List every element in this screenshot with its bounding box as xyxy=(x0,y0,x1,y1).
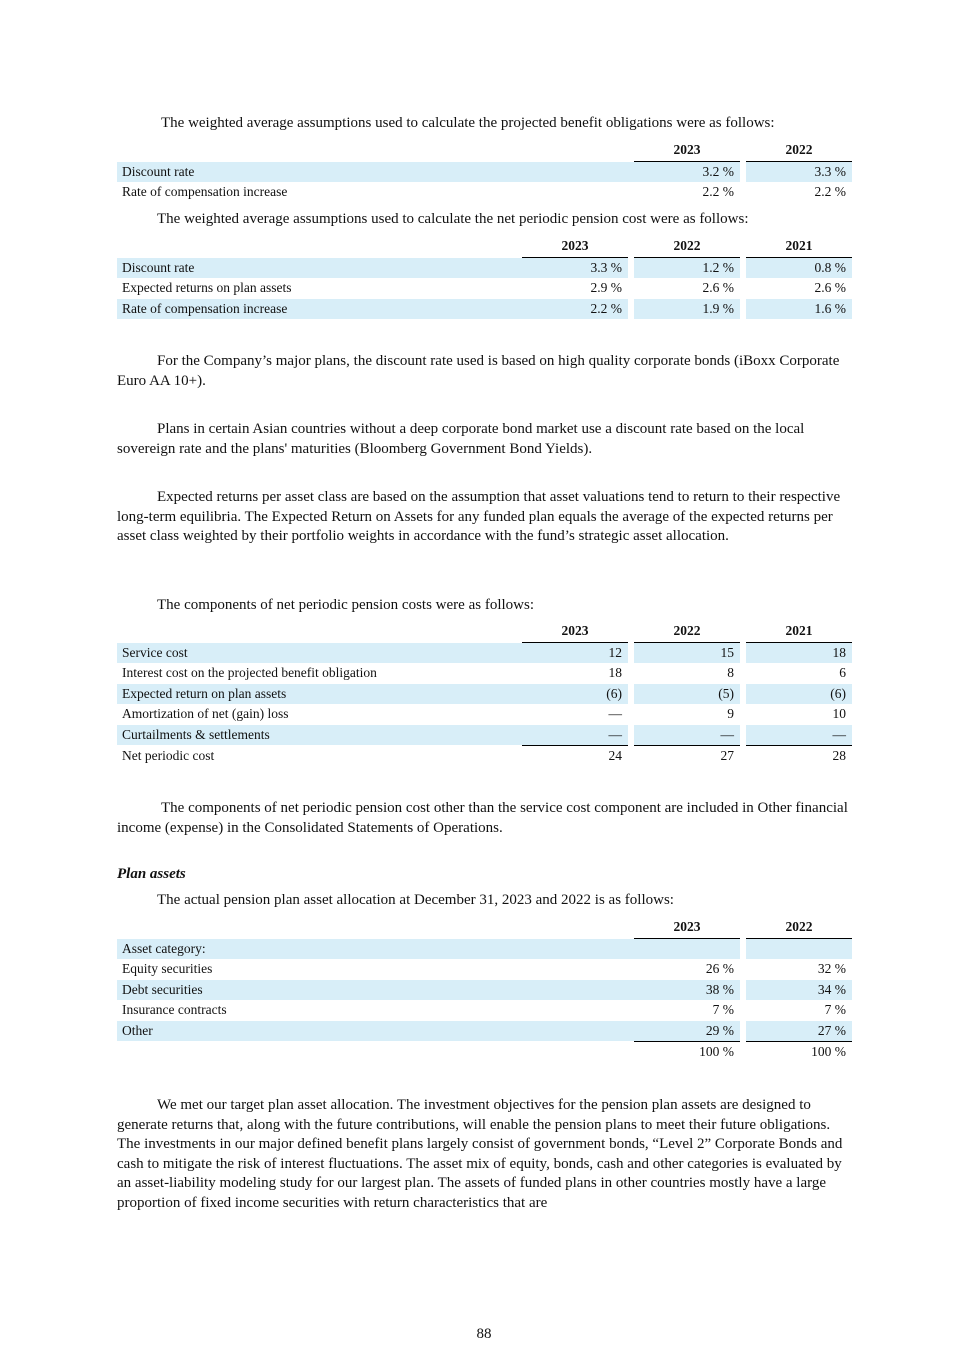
asian-plans-paragraph: Plans in certain Asian countries without a deep corporate bond market use a discount rate based on the local sovereign rate and the plans' maturities (Bloomberg Government Bond Yields). xyxy=(117,421,805,457)
row-value: 29 % xyxy=(634,1021,740,1042)
row-value: 2.6 % xyxy=(702,280,734,296)
row-value: 2.9 % xyxy=(590,280,622,296)
npc-year-2023: 2023 xyxy=(522,236,628,258)
row-value: 26 % xyxy=(705,961,734,977)
npc-intro: The weighted average assumptions used to calculate the net periodic pension cost were as follows: xyxy=(157,211,749,227)
npc-assumptions-table xyxy=(117,236,852,319)
pbo-assumptions-table xyxy=(117,140,852,203)
row-value: — xyxy=(634,725,740,746)
row-value: 3.2 % xyxy=(634,162,740,183)
table-row xyxy=(117,643,852,664)
total-value: 100 % xyxy=(746,1041,852,1063)
row-value: 6 xyxy=(839,665,846,681)
row-value: — xyxy=(608,706,622,722)
row-value: 7 % xyxy=(712,1002,734,1018)
table-row xyxy=(117,704,852,725)
row-value: 18 xyxy=(608,665,622,681)
total-value: 100 % xyxy=(634,1041,740,1063)
row-value: 34 % xyxy=(746,980,852,1001)
row-label: Rate of compensation increase xyxy=(122,184,288,200)
row-value: 8 xyxy=(727,665,734,681)
table-row xyxy=(117,663,852,684)
row-value: 3.3 % xyxy=(522,258,628,279)
table-row xyxy=(117,278,852,299)
row-value: 12 xyxy=(522,643,628,664)
components-intro: The components of net periodic pension costs were as follows: xyxy=(157,597,534,613)
total-value: 24 xyxy=(522,745,628,767)
table-row xyxy=(117,182,852,203)
row-value: 9 xyxy=(727,706,734,722)
page-number: 88 xyxy=(476,1326,492,1342)
row-value: 38 % xyxy=(634,980,740,1001)
row-value: 3.3 % xyxy=(746,162,852,183)
table-row xyxy=(117,959,852,980)
table-row xyxy=(117,1021,852,1042)
pension-cost-components-table xyxy=(117,621,852,767)
row-value: 1.9 % xyxy=(634,299,740,320)
allocation-year-2023: 2023 xyxy=(634,917,740,939)
row-label: Expected returns on plan assets xyxy=(122,280,292,296)
npc-year-2021: 2021 xyxy=(746,236,852,258)
row-value: 2.2 % xyxy=(702,184,734,200)
row-value: 2.6 % xyxy=(814,280,846,296)
row-value: — xyxy=(522,725,628,746)
row-value: 18 xyxy=(746,643,852,664)
row-label: Equity securities xyxy=(122,961,213,977)
table-row xyxy=(117,725,852,746)
row-value: 15 xyxy=(634,643,740,664)
row-value: 32 % xyxy=(817,961,846,977)
row-value: (5) xyxy=(634,684,740,705)
row-value: 0.8 % xyxy=(746,258,852,279)
row-label: Interest cost on the projected benefit obligation xyxy=(122,665,377,681)
target-allocation-paragraph: We met our target plan asset allocation. The investment objectives for the pension plan assets are designed to generate returns that, along with the future contributions, will enable the pension plans to meet their future obligations. The investments in our major defined benefit plans largely consist of government bonds, “Level 2” Corporate Bonds and cash to mitigate the risk of interest fluctuations. The asset mix of equity, bonds, cash and other categories is evaluated by an asset-liability modeling study for our largest plan. The assets of funded plans in other countries mostly have a large proportion of fixed income securities with return characteristics that are xyxy=(117,1097,843,1211)
table-row xyxy=(117,162,852,183)
total-row xyxy=(117,1041,852,1063)
plan-assets-heading: Plan assets xyxy=(117,866,186,882)
row-label: Rate of compensation increase xyxy=(117,299,522,320)
discount-rate-paragraph: For the Company’s major plans, the discount rate used is based on high quality corporate bonds (iBoxx Corporate Euro AA 10+). xyxy=(117,353,840,389)
allocation-year-2022: 2022 xyxy=(746,917,852,939)
row-value: (6) xyxy=(522,684,628,705)
pbo-year-2023: 2023 xyxy=(634,140,740,162)
row-value: 1.6 % xyxy=(746,299,852,320)
row-value: 7 % xyxy=(824,1002,846,1018)
total-row xyxy=(117,745,852,767)
table-row xyxy=(117,939,852,960)
pbo-year-2022: 2022 xyxy=(746,140,852,162)
row-value: 27 % xyxy=(746,1021,852,1042)
pbo-intro: The weighted average assumptions used to calculate the projected benefit obligations were as follows: xyxy=(161,115,775,131)
row-value: (6) xyxy=(746,684,852,705)
row-label: Service cost xyxy=(117,643,522,664)
components-year-2023: 2023 xyxy=(522,621,628,643)
row-value: 10 xyxy=(832,706,846,722)
total-value: 28 xyxy=(746,745,852,767)
row-value: 2.2 % xyxy=(522,299,628,320)
row-value: 1.2 % xyxy=(634,258,740,279)
asset-allocation-table xyxy=(117,917,852,1063)
total-value: 27 xyxy=(634,745,740,767)
row-label: Discount rate xyxy=(117,162,634,183)
table-row xyxy=(117,684,852,705)
other-income-paragraph: The components of net periodic pension cost other than the service cost component are included in Other financial income (expense) in the Consolidated Statements of Operations. xyxy=(117,800,848,836)
table-row xyxy=(117,258,852,279)
row-label: Other xyxy=(117,1021,634,1042)
expected-returns-paragraph: Expected returns per asset class are based on the assumption that asset valuations tend to return to their respective long-term equilibria. The Expected Return on Assets for any funded plan equals the average of the expected returns per asset class weighted by their portfolio weights in accordance with the fund’s strategic asset allocation. xyxy=(117,489,841,544)
row-value: 2.2 % xyxy=(814,184,846,200)
row-label: Debt securities xyxy=(117,980,634,1001)
allocation-intro: The actual pension plan asset allocation at December 31, 2023 and 2022 is as follows: xyxy=(157,892,674,908)
row-label: Expected return on plan assets xyxy=(117,684,522,705)
npc-year-2022: 2022 xyxy=(634,236,740,258)
table-row xyxy=(117,299,852,320)
table-row xyxy=(117,980,852,1001)
components-year-2022: 2022 xyxy=(634,621,740,643)
table-row xyxy=(117,1000,852,1021)
components-year-2021: 2021 xyxy=(746,621,852,643)
row-label: Insurance contracts xyxy=(122,1002,227,1018)
row-label: Curtailments & settlements xyxy=(117,725,522,746)
row-label: Discount rate xyxy=(117,258,522,279)
total-label: Net periodic cost xyxy=(122,747,215,763)
row-label: Amortization of net (gain) loss xyxy=(122,706,289,722)
row-value: — xyxy=(746,725,852,746)
category-label: Asset category: xyxy=(117,939,634,960)
